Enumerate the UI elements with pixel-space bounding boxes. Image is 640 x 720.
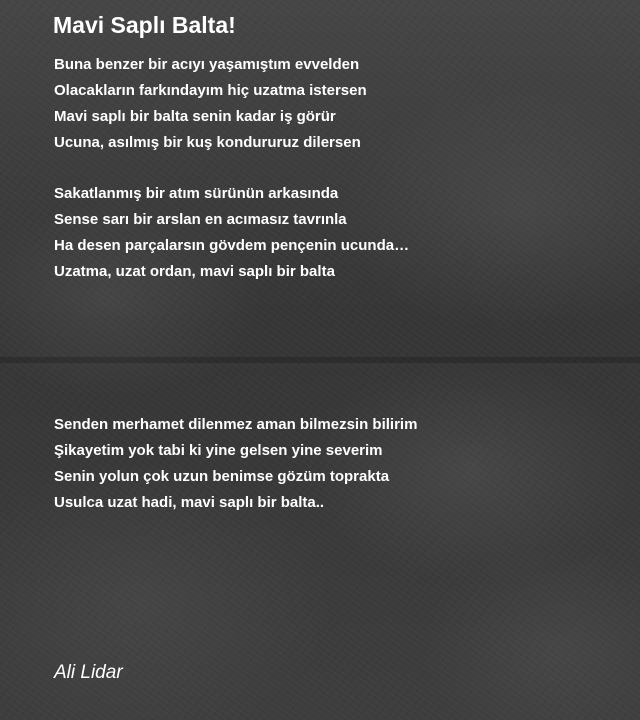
poem-title: Mavi Saplı Balta! bbox=[53, 12, 236, 38]
poem-line: Şikayetim yok tabi ki yine gelsen yine severim bbox=[54, 442, 383, 459]
section-divider bbox=[0, 357, 640, 363]
poem-line: Senin yolun çok uzun benimse gözüm toprakta bbox=[54, 468, 390, 485]
poem-author: Ali Lidar bbox=[54, 662, 123, 683]
poem-line: Senden merhamet dilenmez aman bilmezsin bilirim bbox=[54, 416, 418, 433]
stanza-3 bbox=[54, 412, 417, 516]
stanza-2 bbox=[54, 181, 409, 285]
poem-line: Olacakların farkındayım hiç uzatma istersen bbox=[54, 82, 367, 99]
poem-line: Buna benzer bir acıyı yaşamıştım evvelden bbox=[54, 56, 360, 73]
poem-line: Ucuna, asılmış bir kuş kondururuz dilersen bbox=[54, 134, 361, 151]
poem-line: Usulca uzat hadi, mavi saplı bir balta.. bbox=[54, 494, 325, 511]
poem-line: Mavi saplı bir balta senin kadar iş görür bbox=[54, 108, 336, 125]
stanza-1 bbox=[54, 52, 367, 156]
poem-line: Uzatma, uzat ordan, mavi saplı bir balta bbox=[54, 263, 335, 280]
poem-line: Sakatlanmış bir atım sürünün arkasında bbox=[54, 185, 339, 202]
poem-line: Sense sarı bir arslan en acımasız tavrınla bbox=[54, 211, 347, 228]
poem-line: Ha desen parçalarsın gövdem pençenin ucunda… bbox=[54, 237, 410, 254]
